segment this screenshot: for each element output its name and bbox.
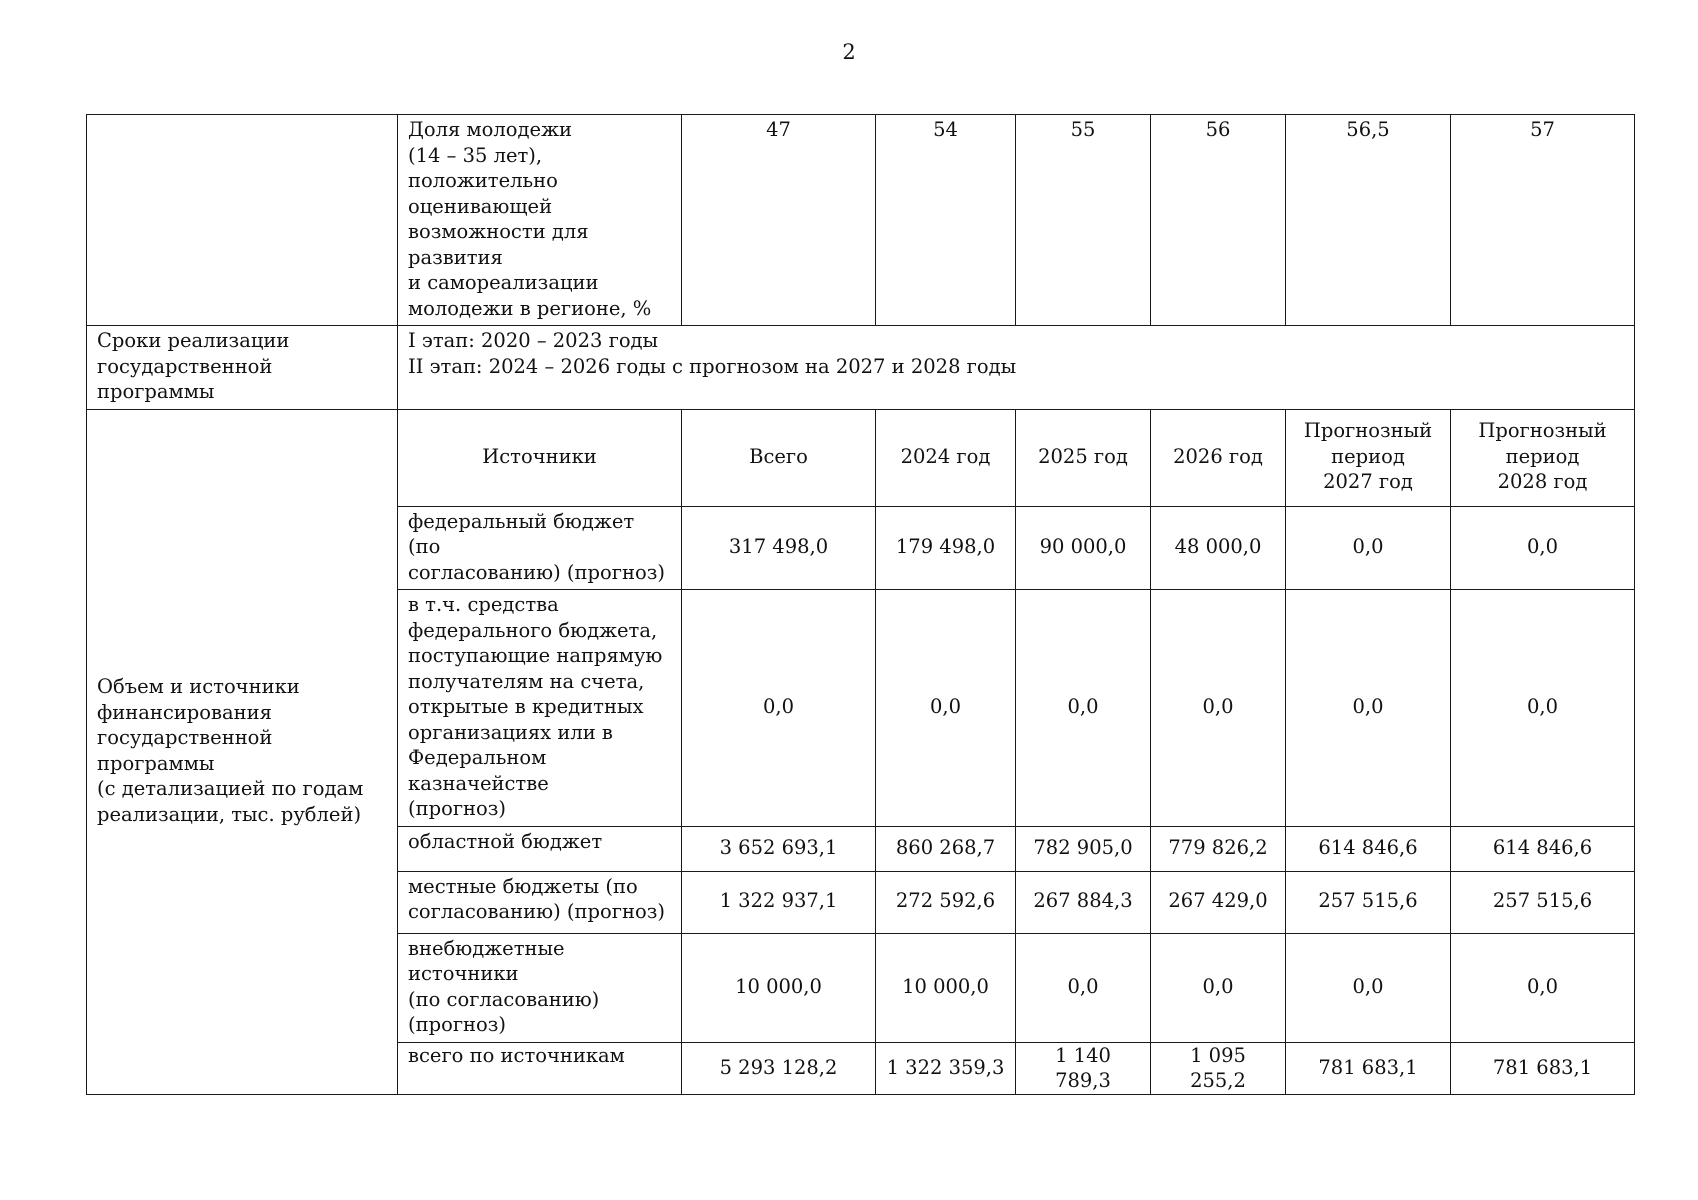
program-passport-table	[86, 114, 1635, 1095]
source-label-line: федерального бюджета,	[408, 618, 658, 642]
indicator-value: 47	[682, 115, 876, 326]
source-label-line: всего по источникам	[408, 1043, 625, 1067]
indicator-label	[398, 115, 682, 326]
source-label-line: получателям на счета,	[408, 669, 645, 693]
source-label-line: Федеральном казначействе	[408, 746, 549, 795]
indicator-value: 56,5	[1286, 115, 1451, 326]
value-2026: 0,0	[1151, 590, 1286, 827]
value-2027: 614 846,6	[1286, 826, 1451, 871]
value-2028: 0,0	[1451, 506, 1635, 590]
page-number: 2	[842, 40, 856, 64]
source-label	[398, 1042, 682, 1094]
value-2026: 0,0	[1151, 933, 1286, 1042]
header-text: Всего	[749, 444, 808, 468]
value-2024: 10 000,0	[876, 933, 1016, 1042]
value-2024: 179 498,0	[876, 506, 1016, 590]
header-text: период	[1505, 444, 1580, 468]
terms-stages	[398, 326, 1635, 410]
financing-label-line: Объем и источники	[97, 675, 300, 698]
header-total	[682, 409, 876, 506]
indicator-value: 55	[1016, 115, 1151, 326]
source-label-line: областной бюджет	[408, 829, 603, 853]
value-2027: 0,0	[1286, 933, 1451, 1042]
financing-label	[87, 409, 398, 1094]
header-text: 2028 год	[1497, 470, 1588, 494]
value-2026: 267 429,0	[1151, 871, 1286, 933]
source-label-line: в т.ч. средства	[408, 593, 559, 616]
terms-row	[87, 326, 1635, 410]
indicator-value: 57	[1451, 115, 1635, 326]
indicator-label-line: молодежи в регионе, %	[408, 296, 652, 320]
header-forecast-2027	[1286, 409, 1451, 506]
source-label	[398, 826, 682, 871]
header-text: 2026 год	[1173, 444, 1263, 468]
value-2026: 1 095 255,2	[1151, 1042, 1286, 1094]
header-2026	[1151, 409, 1286, 506]
terms-label-line: Сроки реализации	[97, 329, 290, 352]
header-2025	[1016, 409, 1151, 506]
source-label-line: организациях или в	[408, 720, 613, 744]
header-text: 2024 год	[900, 444, 991, 468]
indicator-label-line: оценивающей	[408, 194, 553, 218]
value-total: 5 293 128,2	[682, 1042, 876, 1094]
value-2028: 0,0	[1451, 933, 1635, 1042]
financing-header-row	[87, 409, 1635, 506]
value-2025: 782 905,0	[1016, 826, 1151, 871]
header-text: 2025 год	[1038, 444, 1128, 468]
header-2024	[876, 409, 1016, 506]
source-label-line: федеральный бюджет (по	[408, 509, 635, 558]
header-text: Прогнозный	[1478, 419, 1607, 443]
header-text: Прогнозный	[1303, 419, 1433, 443]
source-label-line: открытые в кредитных	[408, 695, 644, 718]
value-2025: 0,0	[1016, 933, 1151, 1042]
value-2025: 90 000,0	[1016, 506, 1151, 590]
value-2025: 1 140 789,3	[1016, 1042, 1151, 1094]
header-text: 2027 год	[1323, 470, 1413, 494]
indicator-label-line: возможности для развития	[408, 220, 589, 269]
header-text: Источники	[482, 444, 597, 468]
source-label	[398, 933, 682, 1042]
value-2026: 779 826,2	[1151, 826, 1286, 871]
value-total: 317 498,0	[682, 506, 876, 590]
financing-label-line: государственной программы	[97, 726, 273, 775]
value-2024: 1 322 359,3	[876, 1042, 1016, 1094]
source-label-line: (прогноз)	[408, 1013, 507, 1036]
value-total: 10 000,0	[682, 933, 876, 1042]
indicator-row	[87, 115, 1635, 326]
value-2024: 0,0	[876, 590, 1016, 827]
value-2028: 0,0	[1451, 590, 1635, 827]
value-2028: 614 846,6	[1451, 826, 1635, 871]
value-2027: 0,0	[1286, 506, 1451, 590]
source-label-line: согласованию) (прогноз)	[408, 560, 665, 584]
value-2024: 860 268,7	[876, 826, 1016, 871]
value-2024: 272 592,6	[876, 871, 1016, 933]
header-forecast-2028	[1451, 409, 1635, 506]
indicator-label-line: положительно	[408, 169, 558, 192]
indicator-value: 54	[876, 115, 1016, 326]
header-sources	[398, 409, 682, 506]
value-2028: 257 515,6	[1451, 871, 1635, 933]
value-total: 1 322 937,1	[682, 871, 876, 933]
header-text: период	[1331, 444, 1405, 468]
source-label-line: согласованию) (прогноз)	[408, 900, 665, 923]
indicator-value: 56	[1151, 115, 1286, 326]
value-2027: 0,0	[1286, 590, 1451, 827]
indicator-label-line: (14 – 35 лет),	[408, 143, 543, 167]
value-total: 0,0	[682, 590, 876, 827]
value-total: 3 652 693,1	[682, 826, 876, 871]
source-label	[398, 871, 682, 933]
source-label-line: внебюджетные источники	[408, 936, 565, 985]
terms-label-line: государственной программы	[97, 354, 273, 403]
source-label-line: поступающие напрямую	[408, 644, 663, 667]
stage-2: II этап: 2024 – 2026 годы с прогнозом на 2027 и 2028 годы	[408, 354, 1017, 378]
value-2026: 48 000,0	[1151, 506, 1286, 590]
value-2027: 257 515,6	[1286, 871, 1451, 933]
stage-1: I этап: 2020 – 2023 годы	[408, 329, 659, 352]
financing-label-line: (с детализацией по годам	[97, 777, 364, 800]
source-label-line: (по согласованию)	[408, 987, 600, 1011]
value-2028: 781 683,1	[1451, 1042, 1635, 1094]
empty-label-cell	[87, 115, 398, 326]
source-label	[398, 590, 682, 827]
indicator-label-line: и самореализации	[408, 271, 599, 294]
source-label-line: местные бюджеты (по	[408, 874, 638, 898]
value-2025: 0,0	[1016, 590, 1151, 827]
terms-label	[87, 326, 398, 410]
financing-label-line: финансирования	[97, 700, 272, 724]
source-label	[398, 506, 682, 590]
financing-label-line: реализации, тыс. рублей)	[97, 802, 362, 826]
value-2027: 781 683,1	[1286, 1042, 1451, 1094]
value-2025: 267 884,3	[1016, 871, 1151, 933]
source-label-line: (прогноз)	[408, 797, 507, 820]
indicator-label-line: Доля молодежи	[408, 118, 572, 141]
